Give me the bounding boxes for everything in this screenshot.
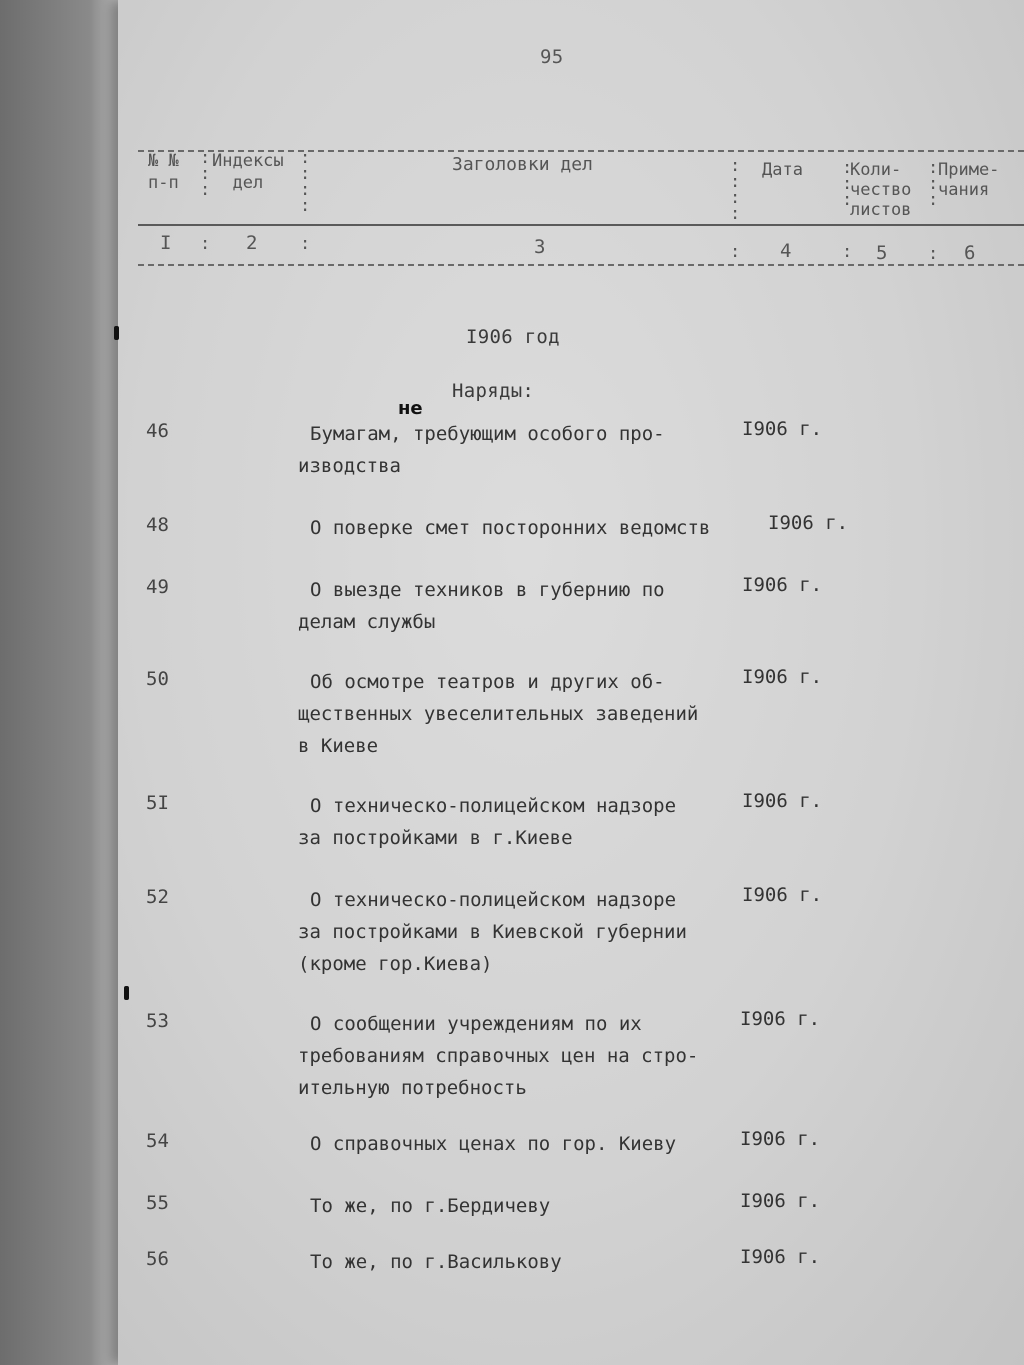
entry-title-line: То же, по г.Василькову [310,1251,562,1273]
header-col1: № № п-п [148,151,179,193]
header-col6: Приме- чания [938,160,1000,200]
header-colon-sep: : : : [842,158,853,210]
header-col4: Дата [762,160,803,180]
entry-title-line: ительную потребность [298,1077,527,1099]
entry-title-line: изводства [298,455,401,477]
entry-title [298,666,698,762]
colnum-sep: : [300,234,311,254]
entry-title-line: О техническо-полицейском надзоре [310,795,677,817]
entry-title [298,574,665,638]
header-colon-sep: : : : : [300,148,311,216]
entry-number: 53 [146,1010,169,1032]
entry-date: I906 г. [742,574,823,596]
entry-date: I906 г. [740,1128,821,1150]
entry-title [298,1128,676,1160]
entry-title-line: (кроме гор.Киева) [298,953,493,975]
header-bottom-rule [138,264,1024,266]
entry-number: 55 [146,1192,169,1214]
entry-date: I906 г. [742,418,823,440]
entry-number: 50 [146,668,169,690]
entry-number: 56 [146,1248,169,1270]
colnum-sep: : [730,242,741,262]
entry-number: 54 [146,1130,169,1152]
header-col3: Заголовки дел [452,154,593,175]
entry-date: I906 г. [742,884,823,906]
colnum-2: 2 [246,232,258,254]
entry-title-line: О справочных ценах по гор. Киеву [310,1133,677,1155]
inserted-word: не [398,398,423,419]
entry-date: I906 г. [742,666,823,688]
entry-title [298,1008,698,1104]
page-number: 95 [540,46,564,68]
entry-number: 49 [146,576,169,598]
entry-title-line: О техническо-полицейском надзоре [310,889,677,911]
entry-date: I906 г. [742,790,823,812]
colnum-5: 5 [876,242,888,264]
entry-date: I906 г. [740,1008,821,1030]
entry-number: 5I [146,792,169,814]
entry-title-line: в Киеве [298,735,379,757]
entry-title [298,884,687,980]
colnum-1: I [160,232,172,254]
entry-date: I906 г. [740,1246,821,1268]
header-colon-sep: : : : [200,148,211,200]
colnum-sep: : [842,242,853,262]
binding-hole-mark [114,326,119,340]
entry-title-line: О сообщении учреждениям по их [310,1013,642,1035]
entry-title-line: требованиям справочных цен на стро- [298,1045,699,1067]
entry-date: I906 г. [768,512,849,534]
header-col5: Коли- чество листов [850,160,912,220]
entry-title-line: щественных увеселительных заведений [298,703,699,725]
entry-title-line: за постройками в г.Киеве [298,827,573,849]
entry-title [298,1246,562,1278]
entry-title [298,1190,550,1222]
entry-title-line: О выезде техников в губернию по [310,579,665,601]
entry-title-line: за постройками в Киевской губернии [298,921,687,943]
header-col2: Индексы дел [212,151,284,193]
entry-date: I906 г. [740,1190,821,1212]
entry-title-line: Об осмотре театров и других об- [310,671,665,693]
entry-title [298,418,665,482]
entry-number: 52 [146,886,169,908]
binding-hole-mark [124,986,129,1000]
entry-title [298,512,710,544]
entry-title-line: То же, по г.Бердичеву [310,1195,551,1217]
colnum-4: 4 [780,240,792,262]
entry-title-line: Бумагам, требующим особого про- [310,423,665,445]
colnum-6: 6 [964,242,976,264]
header-colon-sep: : : : : [730,156,741,224]
year-heading: I906 год [466,326,560,348]
entry-number: 46 [146,420,169,442]
entry-title-line: делам службы [298,611,436,633]
entry-number: 48 [146,514,169,536]
section-heading: Наряды: [452,380,535,402]
header-colon-sep: : : : [928,158,939,210]
colnum-sep: : [928,244,939,264]
colnum-3: 3 [534,236,546,258]
header-mid-rule [138,224,1024,226]
colnum-sep: : [200,234,211,254]
entry-title [298,790,676,854]
entry-title-line: О поверке смет посторонних ведомств [310,517,711,539]
